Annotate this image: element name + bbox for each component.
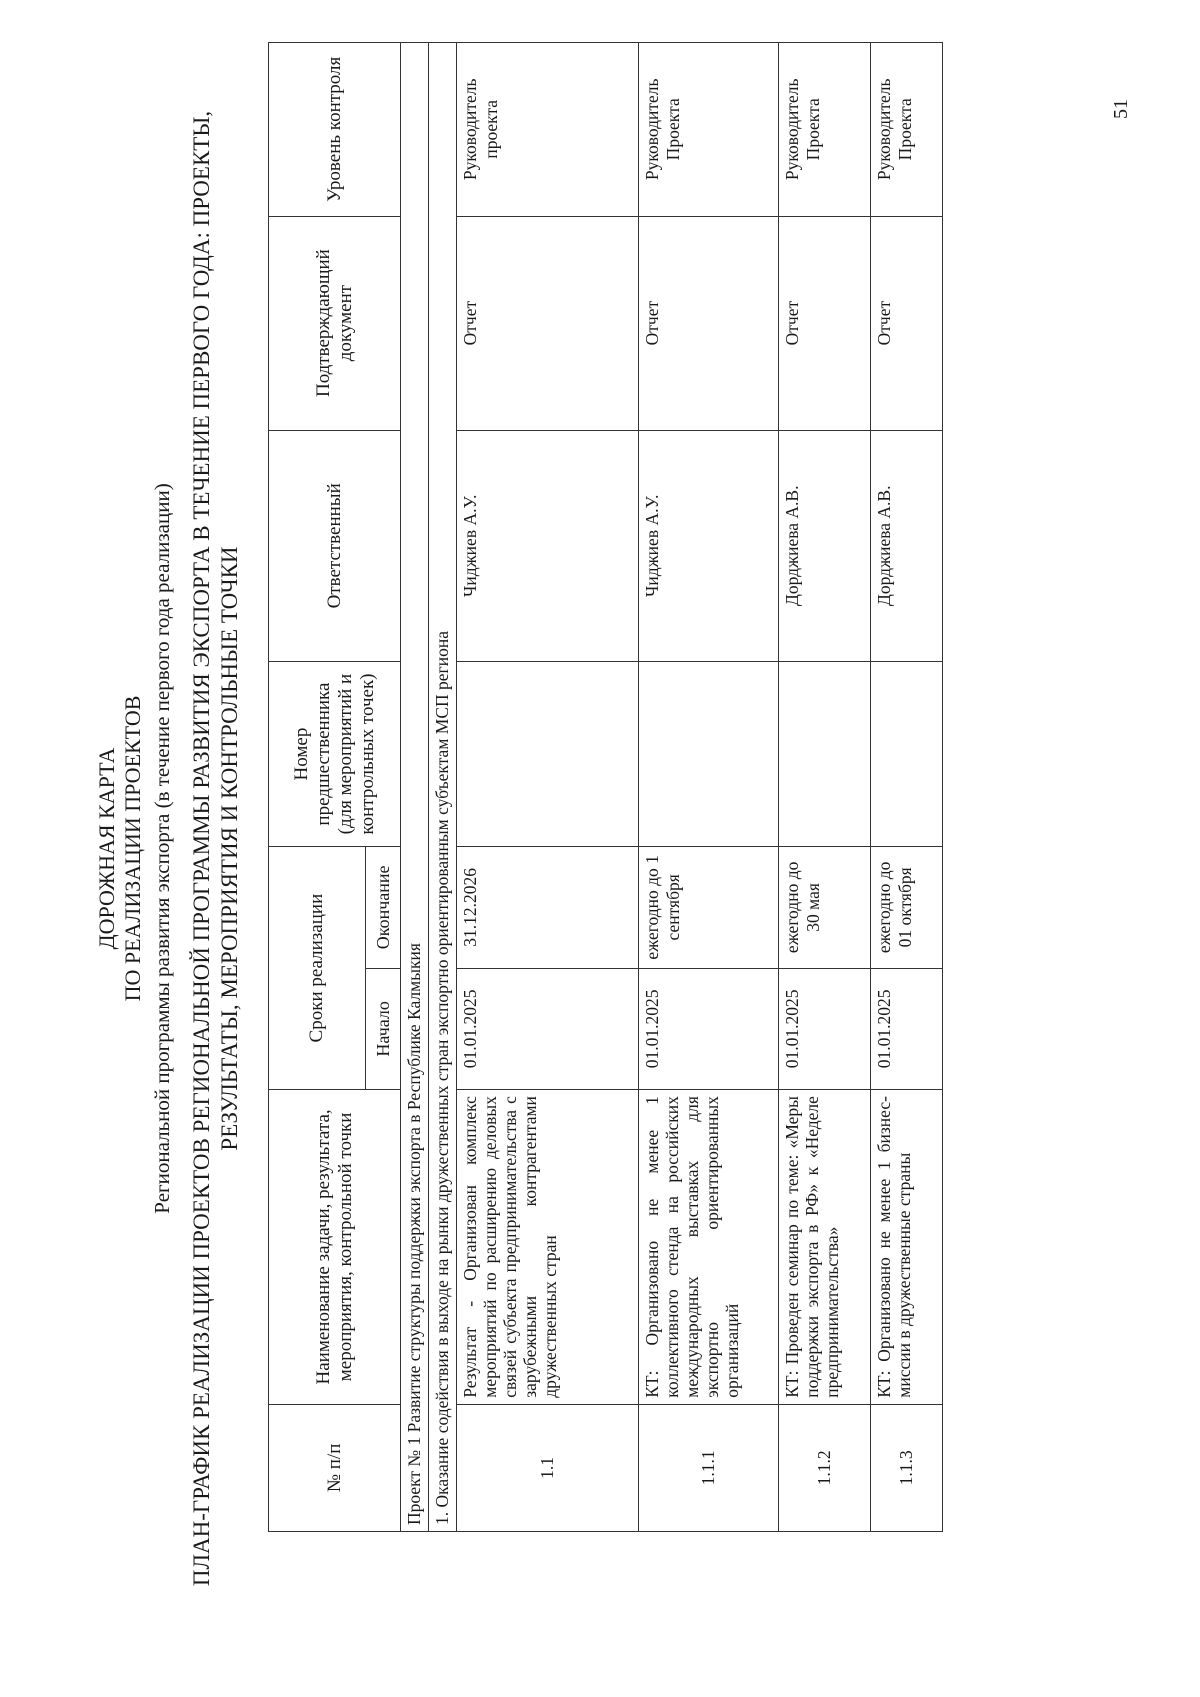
row-start: 01.01.2025 [779, 968, 871, 1089]
row-control: Руководитель проекта [457, 43, 639, 217]
row-end: ежегодно до 1 сентября [639, 847, 779, 968]
row-end: ежегодно до 01 октября [871, 847, 943, 968]
row-num: 1.1 [457, 1404, 639, 1531]
row-num: 1.1.1 [639, 1404, 779, 1531]
row-start: 01.01.2025 [457, 968, 639, 1089]
table-row [639, 43, 779, 1532]
col-header-name: Наименование задачи, результата, мероприятия, контрольной точки [269, 1090, 401, 1405]
row-start: 01.01.2025 [871, 968, 943, 1089]
row-predecessor [779, 662, 871, 847]
row-end: ежегодно до 30 мая [779, 847, 871, 968]
col-header-num: № п/п [269, 1404, 401, 1531]
col-header-end: Окончание [366, 847, 401, 968]
table-row [871, 43, 943, 1532]
row-document: Отчет [457, 216, 639, 430]
row-responsible: Дорджиева А.В. [779, 430, 871, 661]
table-row [457, 43, 639, 1532]
project-row [401, 43, 429, 1532]
row-responsible: Чиджиев А.У. [457, 430, 639, 661]
document-title: ДОРОЖНАЯ КАРТА [94, 747, 119, 950]
row-document: Отчет [779, 216, 871, 430]
row-predecessor [639, 662, 779, 847]
col-header-dates: Сроки реализации [269, 847, 366, 1090]
row-name: Результат - Организован комплекс мероприятий по расширению деловых связей субъекта предпринимательства с зарубежными контрагентами дружественных стран [457, 1090, 639, 1405]
row-control: Руководитель Проекта [639, 43, 779, 217]
document-subtitle: Региональной программы развития экспорта (в течение первого года реализации) [150, 483, 174, 1214]
roadmap-table [268, 42, 943, 1532]
row-num: 1.1.3 [871, 1404, 943, 1531]
row-responsible: Чиджиев А.У. [639, 430, 779, 661]
table-row [779, 43, 871, 1532]
task-row [429, 43, 457, 1532]
row-predecessor [871, 662, 943, 847]
row-start: 01.01.2025 [639, 968, 779, 1089]
row-document: Отчет [871, 216, 943, 430]
row-responsible: Дорджиева А.В. [871, 430, 943, 661]
row-num: 1.1.2 [779, 1404, 871, 1531]
row-predecessor [457, 662, 639, 847]
row-end: 31.12.2026 [457, 847, 639, 968]
row-name: КТ: Организовано не менее 1 коллективного стенда на российских международных выставках для экспортно ориентированных организаций [639, 1090, 779, 1405]
table-header-row [269, 43, 366, 1532]
task-title: 1. Оказание содействия в выходе на рынки дружественных стран экспортно ориентированным субъектам МСП региона [429, 43, 457, 1532]
row-name: КТ: Проведен семинар по теме: «Меры поддержки экспорта в РФ» к «Неделе предпринимательства» [779, 1090, 871, 1405]
page-number: 51 [1110, 99, 1132, 119]
row-control: Руководитель Проекта [779, 43, 871, 217]
row-name: КТ: Организовано не менее 1 бизнес-миссии в дружественные страны [871, 1090, 943, 1405]
col-header-control: Уровень контроля [269, 43, 401, 217]
plan-title: ПЛАН-ГРАФИК РЕАЛИЗАЦИИ ПРОЕКТОВ РЕГИОНАЛЬНОЙ ПРОГРАММЫ РАЗВИТИЯ ЭКСПОРТА В ТЕЧЕНИЕ ПЕРВОГО ГОДА: ПРОЕКТЫ, РЕЗУЛЬТАТЫ, МЕРОПРИЯТИЯ И КОНТРОЛЬНЫЕ ТОЧКИ [189, 110, 242, 1587]
col-header-predecessor: Номер предшественника (для мероприятий и контрольных точек) [269, 662, 401, 847]
col-header-start: Начало [366, 968, 401, 1089]
row-control: Руководитель Проекта [871, 43, 943, 217]
col-header-document: Подтверждающий документ [269, 216, 401, 430]
document-title-line2: ПО РЕАЛИЗАЦИИ ПРОЕКТОВ [120, 695, 145, 1002]
col-header-responsible: Ответственный [269, 430, 401, 661]
project-title: Проект № 1 Развитие структуры поддержки экспорта в Республике Калмыкия [401, 43, 429, 1532]
row-document: Отчет [639, 216, 779, 430]
